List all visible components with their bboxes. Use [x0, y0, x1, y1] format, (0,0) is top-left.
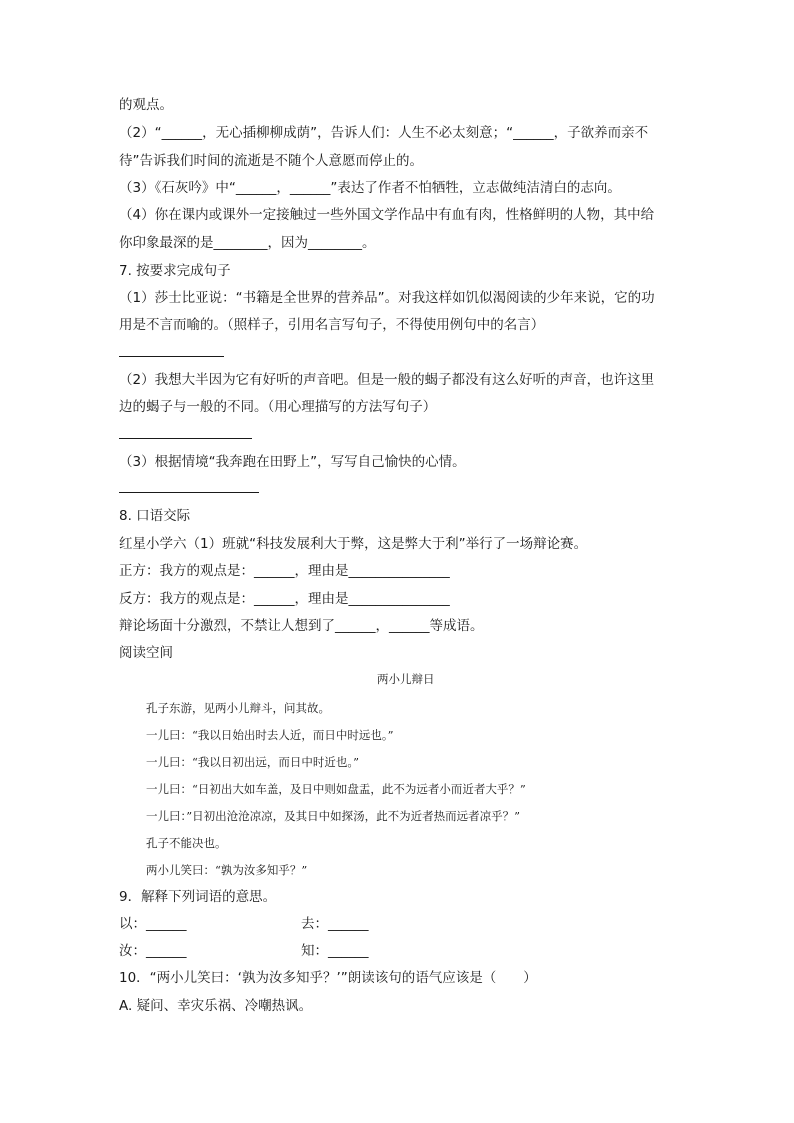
passage-line: 两小儿笑曰：“孰为汝多知乎？”: [146, 863, 308, 877]
answer-line: [119, 492, 259, 493]
question-9: 9．解释下列词语的意思。: [119, 889, 277, 905]
text-line: （1）莎士比亚说：“书籍是全世界的营养品”。对我这样如饥似渴阅读的少年来说，它的功: [119, 290, 655, 306]
option-a: A. 疑问、幸灾乐祸、冷嘲热讽。: [119, 998, 313, 1014]
text-line: （3）根据情境“我奔跑在田野上”，写写自己愉快的心情。: [119, 454, 466, 470]
text-line: （3）《石灰吟》中“______，______”表达了作者不怕牺牲，立志做纯洁清白的志向。: [119, 180, 621, 196]
text-line: 正方：我方的观点是：______，理由是_______________: [119, 563, 450, 579]
passage-line: 一儿曰：“我以日始出时去人近，而日中时远也。”: [146, 728, 394, 742]
text-line: 你印象最深的是________，因为________。: [119, 235, 376, 251]
passage-line: 一儿曰：“我以日初出远，而日中时近也。”: [146, 755, 360, 769]
text-line: 反方：我方的观点是：______，理由是_______________: [119, 591, 450, 607]
text-line: 待”告诉我们时间的流逝是不随个人意愿而停止的。: [119, 153, 423, 169]
answer-line: [119, 438, 252, 439]
section-heading: 7. 按要求完成句子: [119, 263, 231, 279]
question-10: 10．“两小儿笑曰：‘孰为汝多知乎？’”朗读该句的语气应该是（ ）: [119, 970, 537, 986]
word-blank: 知：______: [301, 943, 369, 959]
text-line: 红星小学六（1）班就“科技发展利大于弊，这是弊大于利”举行了一场辩论赛。: [119, 536, 588, 552]
word-blank: 汝：______: [119, 943, 187, 959]
text-line: （4）你在课内或课外一定接触过一些外国文学作品中有血有肉，性格鲜明的人物，其中给: [119, 207, 655, 223]
word-blank: 以：______: [119, 916, 187, 932]
text-line: 辩论场面十分激烈，不禁让人想到了______，______等成语。: [119, 618, 484, 634]
text-line: 的观点。: [119, 97, 173, 113]
passage-line: 孔子东游，见两小儿辩斗，问其故。: [146, 701, 330, 715]
passage-line: 一儿曰：“日初出大如车盖，及日中则如盘盂，此不为远者小而近者大乎？”: [146, 782, 526, 796]
passage-title: 两小儿辩日: [377, 672, 435, 686]
text-line: （2）“______，无心插柳柳成荫”，告诉人们：人生不必太刻意；“______，子欲养而亲不: [119, 125, 649, 141]
answer-line: [119, 356, 224, 357]
word-blank: 去：______: [301, 916, 369, 932]
passage-line: 孔子不能决也。: [146, 836, 227, 850]
text-line: 用是不言而喻的。（照样子，引用名言写句子，不得使用例句中的名言）: [119, 317, 545, 333]
section-heading: 8. 口语交际: [119, 508, 191, 524]
passage-line: 一儿曰：”日初出沧沧凉凉，及其日中如探汤，此不为近者热而远者凉乎？”: [146, 809, 521, 823]
section-heading: 阅读空间: [119, 645, 173, 661]
text-line: （2）我想大半因为它有好听的声音吧。但是一般的蝎子都没有这么好听的声音，也许这里: [119, 372, 655, 388]
text-line: 边的蝎子与一般的不同。（用心理描写的方法写句子）: [119, 399, 437, 415]
